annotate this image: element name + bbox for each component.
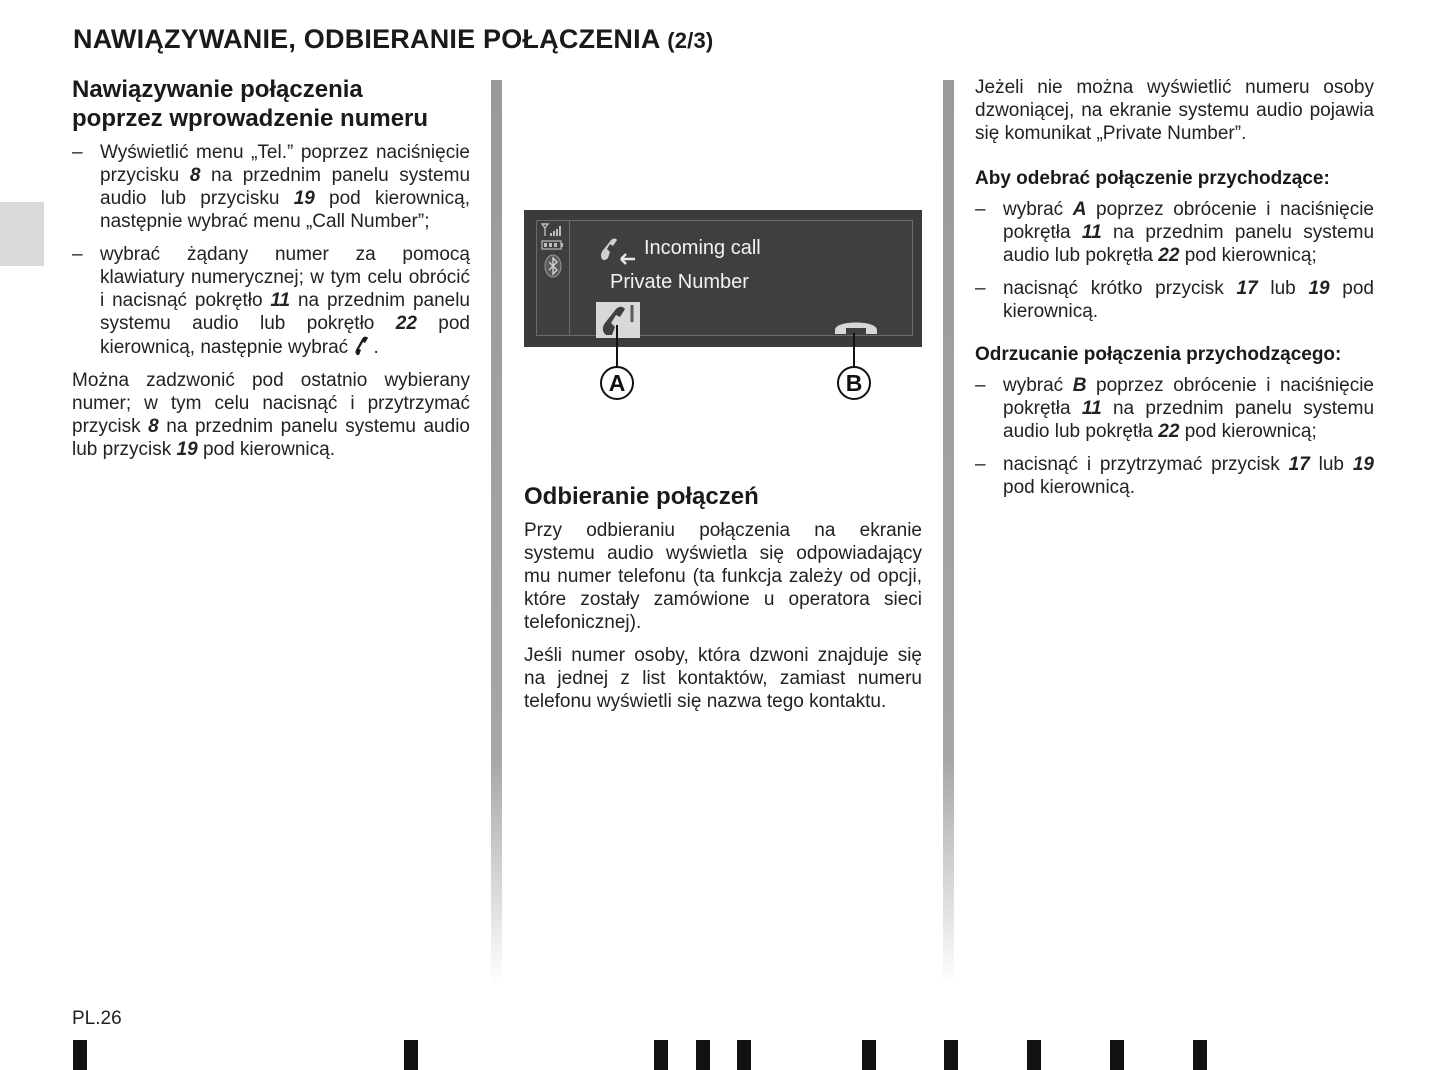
text: pod kierownicą, następnie wybrać menu „Call Number”; xyxy=(100,188,470,232)
signal-icon xyxy=(541,223,565,237)
section-heading-dialing xyxy=(72,75,470,133)
list-item xyxy=(72,141,470,233)
text: na przednim panelu systemu audio lub przycisk xyxy=(72,416,470,460)
button-ref: 19 xyxy=(1308,278,1330,299)
text: poprzez obrócenie i naciśnięcie pokrętła xyxy=(1003,375,1374,419)
list-item xyxy=(72,243,470,359)
column-divider-left xyxy=(491,80,502,985)
text: pod kierownicą. xyxy=(1003,278,1374,322)
button-ref: 11 xyxy=(270,290,291,311)
text: nacisnąć i przytrzymać przycisk xyxy=(1003,454,1289,475)
text: wybrać xyxy=(1003,375,1073,396)
text: lub xyxy=(1257,278,1309,299)
text: pod kierownicą. xyxy=(1003,477,1136,498)
status-column xyxy=(537,221,570,335)
text: poprzez obrócenie i naciśnięcie pokrętła xyxy=(1003,199,1374,243)
subheading-reject: Odrzucanie połączenia przychodzącego: xyxy=(975,344,1342,365)
incoming-call-icon xyxy=(599,235,639,269)
heading-line-2: poprzez wprowadzenie numeru xyxy=(72,105,429,132)
text: lub xyxy=(1309,454,1353,475)
button-ref: 11 xyxy=(1081,222,1102,243)
column-left xyxy=(72,75,470,471)
text: wybrać żądany numer za pomocą klawiatury numerycznej; w tym celu obrócić i nacisnąć pokrętło xyxy=(100,244,470,311)
registration-mark xyxy=(1110,1040,1124,1070)
incoming-call-text: Incoming call xyxy=(644,237,761,259)
button-ref: 19 xyxy=(293,188,315,209)
list-item xyxy=(975,198,1374,267)
list-item xyxy=(975,453,1374,499)
page-title xyxy=(73,24,713,55)
registration-mark xyxy=(654,1040,668,1070)
registration-mark xyxy=(862,1040,876,1070)
label-b: B xyxy=(837,366,871,400)
text: pod kierownicą; xyxy=(1179,245,1317,266)
private-number-text: Private Number xyxy=(610,271,749,293)
registration-mark xyxy=(1027,1040,1041,1070)
paragraph-receiving-1: Przy odbieraniu połączenia na ekranie systemu audio wyświetla się odpowiadający mu numer telefonu (ta funkcja zależy od opcji, które zostały zamówione u operatora sieci telefonicznej). xyxy=(524,520,922,633)
paragraph-receiving-2: Jeśli numer osoby, która dzwoni znajduje się na jednej z list kontaktów, zamiast numeru telefonu wyświetli się nazwa tego kontaktu. xyxy=(524,645,922,712)
button-ref: B xyxy=(1072,375,1087,396)
callout-line-b xyxy=(853,333,855,368)
title-text: NAWIĄZYWANIE, ODBIERANIE POŁĄCZENIA xyxy=(73,24,660,54)
button-ref: 19 xyxy=(1352,454,1374,475)
page-number: PL.26 xyxy=(72,1008,122,1029)
button-ref: 8 xyxy=(189,165,201,186)
button-ref: 11 xyxy=(1081,398,1102,419)
button-ref: 19 xyxy=(176,439,198,460)
text: Wyświetlić menu „Tel.” poprzez naciśnięcie przycisku xyxy=(100,142,470,186)
subheading-answer: Aby odebrać połączenie przychodzące: xyxy=(975,168,1330,189)
text: nacisnąć krótko przycisk xyxy=(1003,278,1237,299)
title-part: (2/3) xyxy=(667,28,714,53)
button-ref: 22 xyxy=(395,313,417,334)
column-divider-right xyxy=(943,80,954,985)
registration-mark xyxy=(404,1040,418,1070)
text: wybrać xyxy=(1003,199,1073,220)
registration-mark xyxy=(1193,1040,1207,1070)
list-item xyxy=(975,277,1374,323)
text: na przednim panelu systemu audio lub przycisku xyxy=(100,165,471,209)
bluetooth-icon xyxy=(543,254,563,278)
button-ref: 17 xyxy=(1288,454,1310,475)
registration-mark xyxy=(944,1040,958,1070)
button-ref: 22 xyxy=(1158,245,1180,266)
handset-icon xyxy=(353,335,373,357)
paragraph-redial xyxy=(72,369,470,461)
answer-call-icon xyxy=(596,302,640,338)
list-item xyxy=(975,374,1374,443)
registration-mark xyxy=(737,1040,751,1070)
text: pod kierownicą, następnie wybrać xyxy=(100,313,471,358)
text: Można zadzwonić pod ostatnio wybierany numer; w tym celu nacisnąć i przytrzymać przycisk xyxy=(72,370,470,437)
label-a: A xyxy=(600,366,634,400)
screen-display xyxy=(536,220,913,336)
button-ref: 8 xyxy=(148,416,159,437)
audio-screen-figure xyxy=(524,210,922,347)
heading-line-1: Nawiązywanie połączenia xyxy=(72,76,363,103)
text: . xyxy=(373,337,379,358)
section-heading-receiving: Odbieranie połączeń xyxy=(524,483,759,510)
column-right xyxy=(975,76,1374,509)
text: na przednim panelu systemu audio lub pokrętła xyxy=(1003,398,1375,442)
button-ref: A xyxy=(1072,199,1087,220)
hang-up-icon xyxy=(833,316,879,334)
text: pod kierownicą; xyxy=(1179,421,1317,442)
text: na przednim panelu systemu audio lub pokrętło xyxy=(100,290,470,334)
button-ref: 17 xyxy=(1236,278,1258,299)
column-middle xyxy=(524,482,922,723)
callout-line-a xyxy=(616,325,618,368)
section-tab-marker xyxy=(0,202,44,266)
text: na przednim panelu systemu audio lub pokrętła xyxy=(1003,222,1375,266)
paragraph-private-number: Jeżeli nie można wyświetlić numeru osoby dzwoniącej, na ekranie systemu audio pojawia się komunikat „Private Number”. xyxy=(975,77,1374,144)
button-ref: 22 xyxy=(1158,421,1180,442)
text: pod kierownicą. xyxy=(197,439,335,460)
battery-icon xyxy=(541,239,565,251)
registration-mark xyxy=(696,1040,710,1070)
registration-mark xyxy=(73,1040,87,1070)
